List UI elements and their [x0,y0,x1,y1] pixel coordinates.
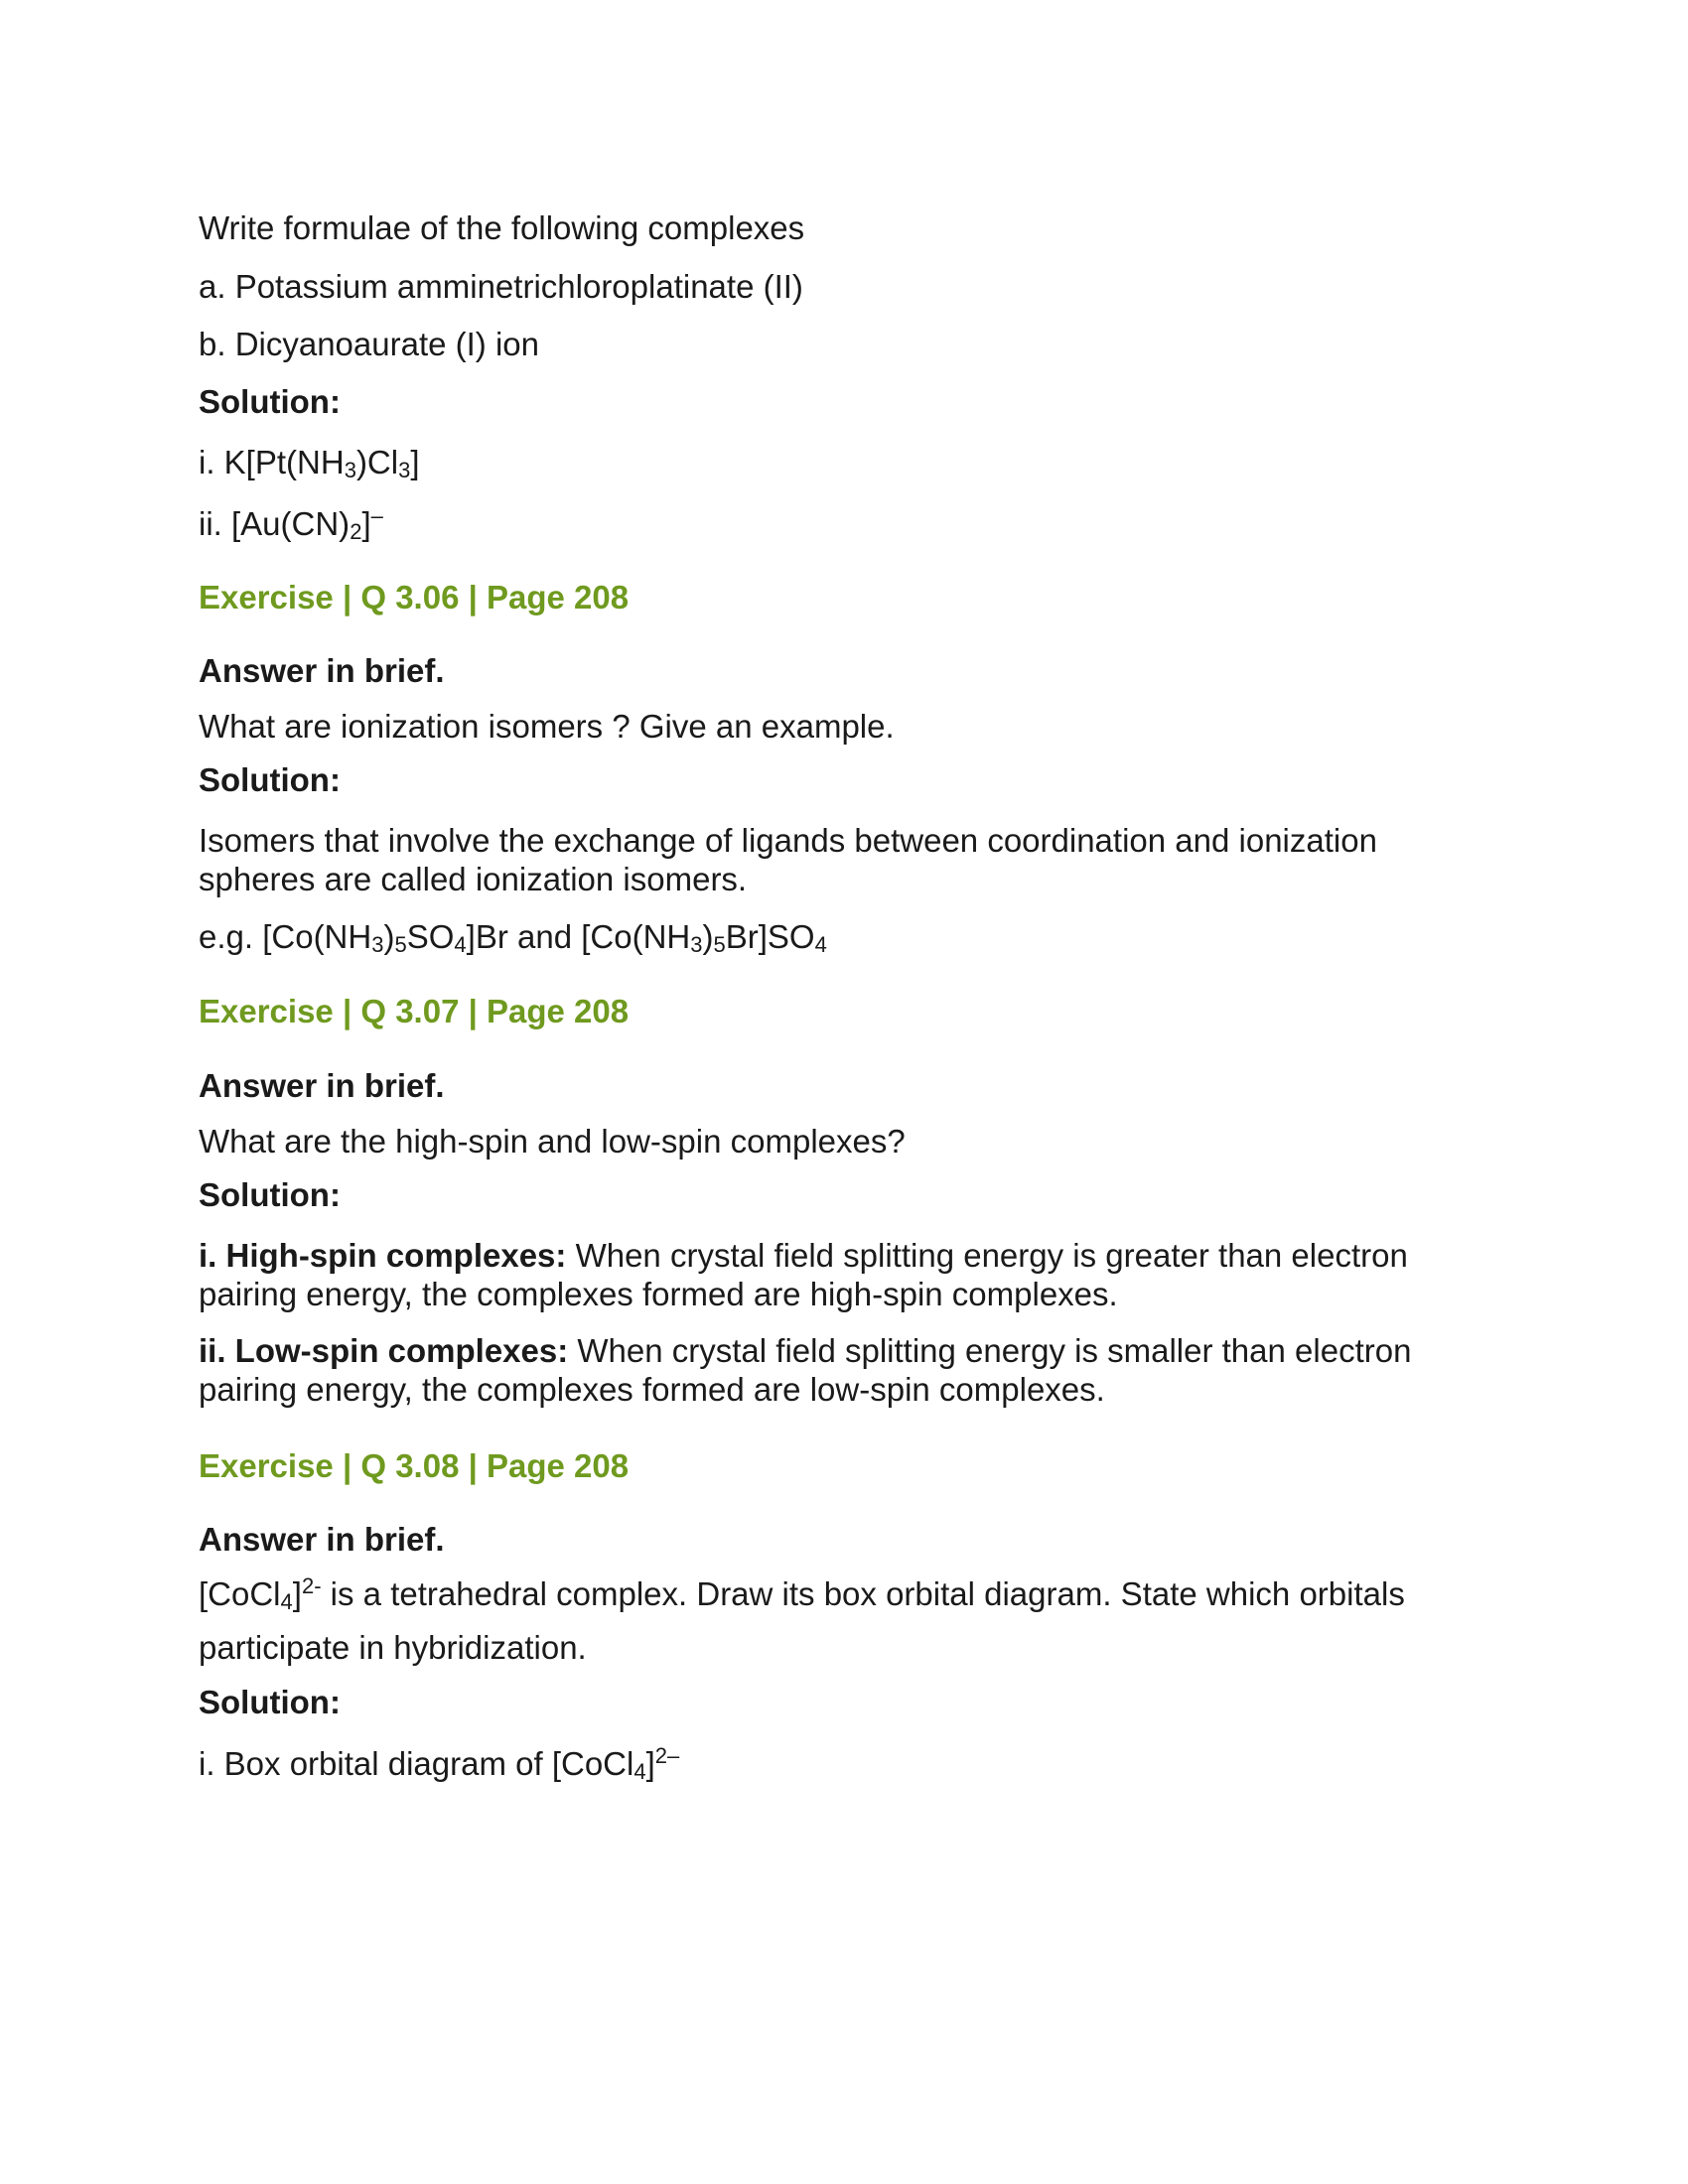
answer-example: e.g. [Co(NH3)5SO4]Br and [Co(NH3)5Br]SO4 [199,917,827,957]
question-text: Write formulae of the following complexes [199,209,805,246]
answer-low-spin: ii. Low-spin complexes: When crystal field splitting energy is smaller than electron pairing energy, the complexes formed are low-spin complexes. [199,1331,1412,1408]
answer-paragraph: Isomers that involve the exchange of ligands between coordination and ionization spheres are called ionization isomers. [199,821,1377,897]
answer-box-diagram-label: i. Box orbital diagram of [CoCl4]$^{2-}$ [199,1742,680,1784]
instruction-text: Answer in brief. [199,1521,445,1559]
exercise-heading: Exercise | Q 3.08 | Page 208 [199,1446,630,1484]
solution-label: Solution: [199,1176,341,1214]
question-text-continued: participate in hybridization. [199,1629,587,1667]
answer-formula-i: i. K[Pt(NH3)Cl3] [199,444,420,483]
question-text: [CoCl4]$^{2-}$ is a tetrahedral complex. Draw its box orbital diagram. State which orbitals [199,1572,1405,1614]
solution-label: Solution: [199,761,341,799]
solution-label: Solution: [199,1683,341,1720]
question-text: What are ionization isomers ? Give an example. [199,707,895,745]
exercise-heading: Exercise | Q 3.07 | Page 208 [199,993,630,1030]
answer-formula-ii: ii. [Au(CN)2]– [199,502,383,544]
question-part-b: b. Dicyanoaurate (I) ion [199,326,540,363]
instruction-text: Answer in brief. [199,652,445,690]
exercise-heading: Exercise | Q 3.06 | Page 208 [199,578,630,615]
solution-label: Solution: [199,382,341,420]
question-text: What are the high-spin and low-spin complexes? [199,1122,906,1160]
question-part-a: a. Potassium amminetrichloroplatinate (II) [199,267,803,305]
document-page [199,208,1489,1783]
instruction-text: Answer in brief. [199,1067,445,1104]
answer-high-spin: i. High-spin complexes: When crystal field splitting energy is greater than electron pairing energy, the complexes formed are high-spin complexes. [199,1236,1408,1312]
